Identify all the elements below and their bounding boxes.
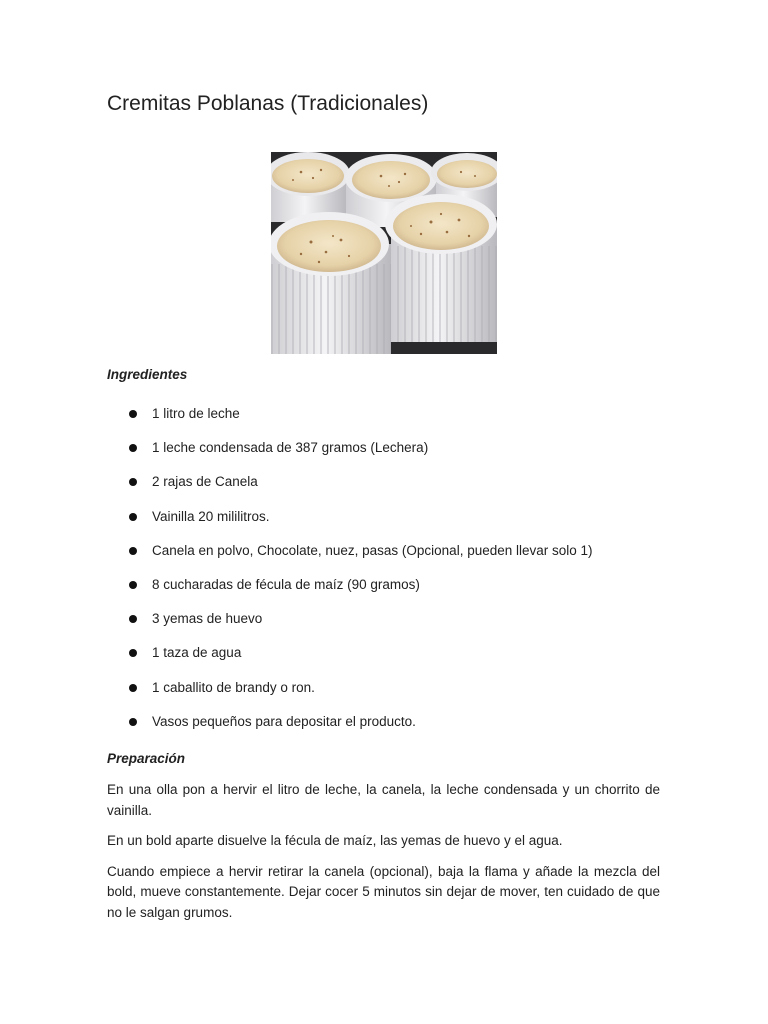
list-item [107, 575, 667, 609]
list-item [107, 643, 667, 677]
list-item [107, 712, 667, 746]
preparation-paragraph: En un bold aparte disuelve la fécula de maíz, las yemas de huevo y el agua. [107, 833, 563, 848]
bullet-icon [129, 649, 137, 657]
bullet-icon [129, 513, 137, 521]
ingredient-text: 8 cucharadas de fécula de maíz (90 gramos) [152, 576, 420, 592]
bullet-icon [129, 478, 137, 486]
list-item [107, 609, 667, 643]
preparation-paragraph: Cuando empiece a hervir retirar la canela (opcional), baja la flama y añade la mezcla del bold, mueve constantemente. Dejar cocer 5 minutos sin dejar de mover, ten cuidado de que no le salgan grumos. [107, 863, 660, 920]
bullet-icon [129, 718, 137, 726]
ingredient-text: Vasos pequeños para depositar el producto. [152, 713, 416, 729]
ingredients-list [107, 404, 667, 746]
bullet-icon [129, 410, 137, 418]
dessert-photo [271, 152, 497, 354]
list-item [107, 507, 667, 541]
bullet-icon [129, 444, 137, 452]
ingredient-text: 1 leche condensada de 387 gramos (Lechera) [152, 440, 429, 456]
ingredient-text: Canela en polvo, Chocolate, nuez, pasas (Opcional, pueden llevar solo 1) [152, 542, 593, 558]
preparation-heading: Preparación [107, 751, 186, 766]
ingredient-text: 1 litro de leche [152, 406, 240, 421]
ingredient-text: 1 caballito de brandy o ron. [152, 679, 315, 695]
bullet-icon [129, 581, 137, 589]
list-item [107, 438, 667, 472]
ingredient-text: 2 rajas de Canela [152, 474, 258, 490]
ingredient-text: 1 taza de agua [152, 645, 242, 661]
bullet-icon [129, 547, 137, 555]
dessert-photo-illustration [271, 152, 497, 354]
preparation-paragraph: En una olla pon a hervir el litro de leche, la canela, la leche condensada y un chorrito de vainilla. [107, 782, 660, 818]
bullet-icon [129, 684, 137, 692]
list-item [107, 541, 667, 575]
list-item [107, 404, 667, 438]
ingredient-text: Vainilla 20 mililitros. [152, 508, 270, 524]
list-item [107, 678, 667, 712]
ingredients-heading: Ingredientes [107, 367, 188, 382]
list-item [107, 472, 667, 506]
page-title: Cremitas Poblanas (Tradicionales) [107, 92, 429, 115]
preparation-steps [107, 780, 660, 933]
bullet-icon [129, 615, 137, 623]
ingredient-text: 3 yemas de huevo [152, 611, 263, 627]
